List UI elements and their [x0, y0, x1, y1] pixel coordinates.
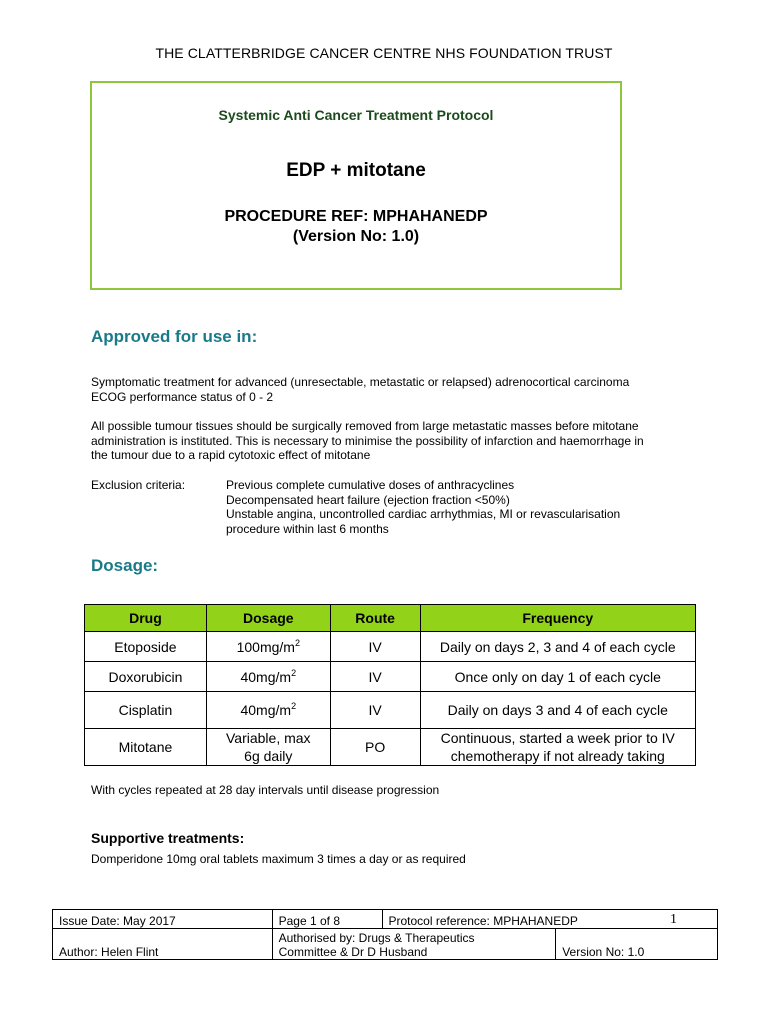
footer-version: Version No: 1.0: [556, 929, 718, 960]
table-row: [85, 632, 696, 662]
exclusion-item: procedure within last 6 months: [226, 521, 389, 536]
dose-cell: [206, 729, 330, 766]
page-number: 1: [670, 912, 677, 927]
authorised-line: Committee & Dr D Husband: [278, 945, 428, 959]
footer-row: [53, 910, 718, 929]
dosage-heading: Dosage:: [91, 556, 159, 575]
indication-line: Symptomatic treatment for advanced (unresectable, metastatic or relapsed) adrenocortical carcinoma: [91, 375, 630, 389]
page-count: Page 1 of 8: [272, 910, 382, 929]
frequency-cell: Once only on day 1 of each cycle: [420, 662, 695, 692]
dose-line: Variable, max: [226, 730, 311, 746]
exclusion-item: Unstable angina, uncontrolled cardiac arrhythmias, MI or revascularisation: [226, 507, 621, 521]
dosage-table: [84, 604, 696, 766]
issue-date: Issue Date: May 2017: [53, 910, 273, 929]
surgery-line: administration is instituted. This is necessary to minimise the possibility of infarction and haemorrhage in: [91, 433, 644, 448]
column-header: Dosage: [206, 605, 330, 632]
dose-value: 100mg/m: [236, 638, 295, 655]
dose-line: 6g daily: [244, 748, 293, 764]
route-cell: PO: [330, 729, 420, 766]
exclusion-list: [226, 478, 620, 536]
exclusion-item: Previous complete cumulative doses of anthracyclines: [226, 478, 515, 492]
drug-cell: Doxorubicin: [85, 662, 207, 692]
procedure-reference: [92, 207, 620, 247]
table-row: [85, 692, 696, 729]
authorised-line: Authorised by: Drugs & Therapeutics: [278, 931, 475, 945]
procedure-ref-text: PROCEDURE REF: MPHAHANEDP: [224, 208, 488, 225]
table-row: [85, 729, 696, 766]
surgery-paragraph: [91, 419, 644, 463]
column-header: Drug: [85, 605, 207, 632]
surgery-line: the tumour due to a rapid cytotoxic effect of mitotane: [91, 448, 371, 462]
surgery-line: All possible tumour tissues should be surgically removed from large metastatic masses before mitotane: [91, 419, 639, 433]
indication-paragraph: [91, 375, 629, 404]
table-header-row: [85, 605, 696, 632]
footer-row: [53, 929, 718, 960]
indication-line: ECOG performance status of 0 - 2: [91, 389, 274, 404]
author: Author: Helen Flint: [53, 929, 273, 960]
dose-cell: [206, 632, 330, 662]
dose-cell: [206, 692, 330, 729]
protocol-title: EDP + mitotane: [286, 160, 426, 181]
trust-name: THE CLATTERBRIDGE CANCER CENTRE NHS FOUNDATION TRUST: [155, 45, 613, 61]
drug-cell: Etoposide: [85, 632, 207, 662]
dose-exponent: 2: [291, 701, 297, 711]
route-cell: IV: [330, 662, 420, 692]
drug-cell: Cisplatin: [85, 692, 207, 729]
exclusion-item: Decompensated heart failure (ejection fraction <50%): [226, 492, 510, 507]
frequency-cell: [420, 729, 695, 766]
exclusion-label: Exclusion criteria:: [91, 478, 186, 492]
document-footer: [52, 909, 718, 960]
dose-value: 40mg/m: [240, 668, 292, 685]
frequency-cell: Daily on days 2, 3 and 4 of each cycle: [420, 632, 695, 662]
frequency-line: chemotherapy if not already taking: [450, 748, 665, 764]
table-row: [85, 662, 696, 692]
approved-heading: Approved for use in:: [91, 327, 258, 346]
authorised-by: [272, 929, 556, 960]
route-cell: IV: [330, 692, 420, 729]
frequency-line: Continuous, started a week prior to IV: [440, 730, 675, 746]
dose-cell: [206, 662, 330, 692]
column-header: Frequency: [420, 605, 695, 632]
dose-exponent: 2: [294, 637, 300, 648]
frequency-cell: Daily on days 3 and 4 of each cycle: [420, 692, 695, 729]
protocol-title-box: [90, 81, 622, 290]
column-header: Route: [330, 605, 420, 632]
protocol-reference: Protocol reference: MPHAHANEDP: [382, 910, 718, 929]
cycle-note: With cycles repeated at 28 day intervals until disease progression: [91, 783, 440, 797]
dose-exponent: 2: [291, 667, 297, 678]
drug-cell: Mitotane: [85, 729, 207, 766]
supportive-text: Domperidone 10mg oral tablets maximum 3 times a day or as required: [91, 852, 466, 866]
dose-value: 40mg/m: [240, 702, 292, 718]
route-cell: IV: [330, 632, 420, 662]
supportive-heading: Supportive treatments:: [91, 830, 245, 846]
protocol-subtitle: Systemic Anti Cancer Treatment Protocol: [218, 107, 494, 123]
version-text: (Version No: 1.0): [292, 228, 420, 245]
